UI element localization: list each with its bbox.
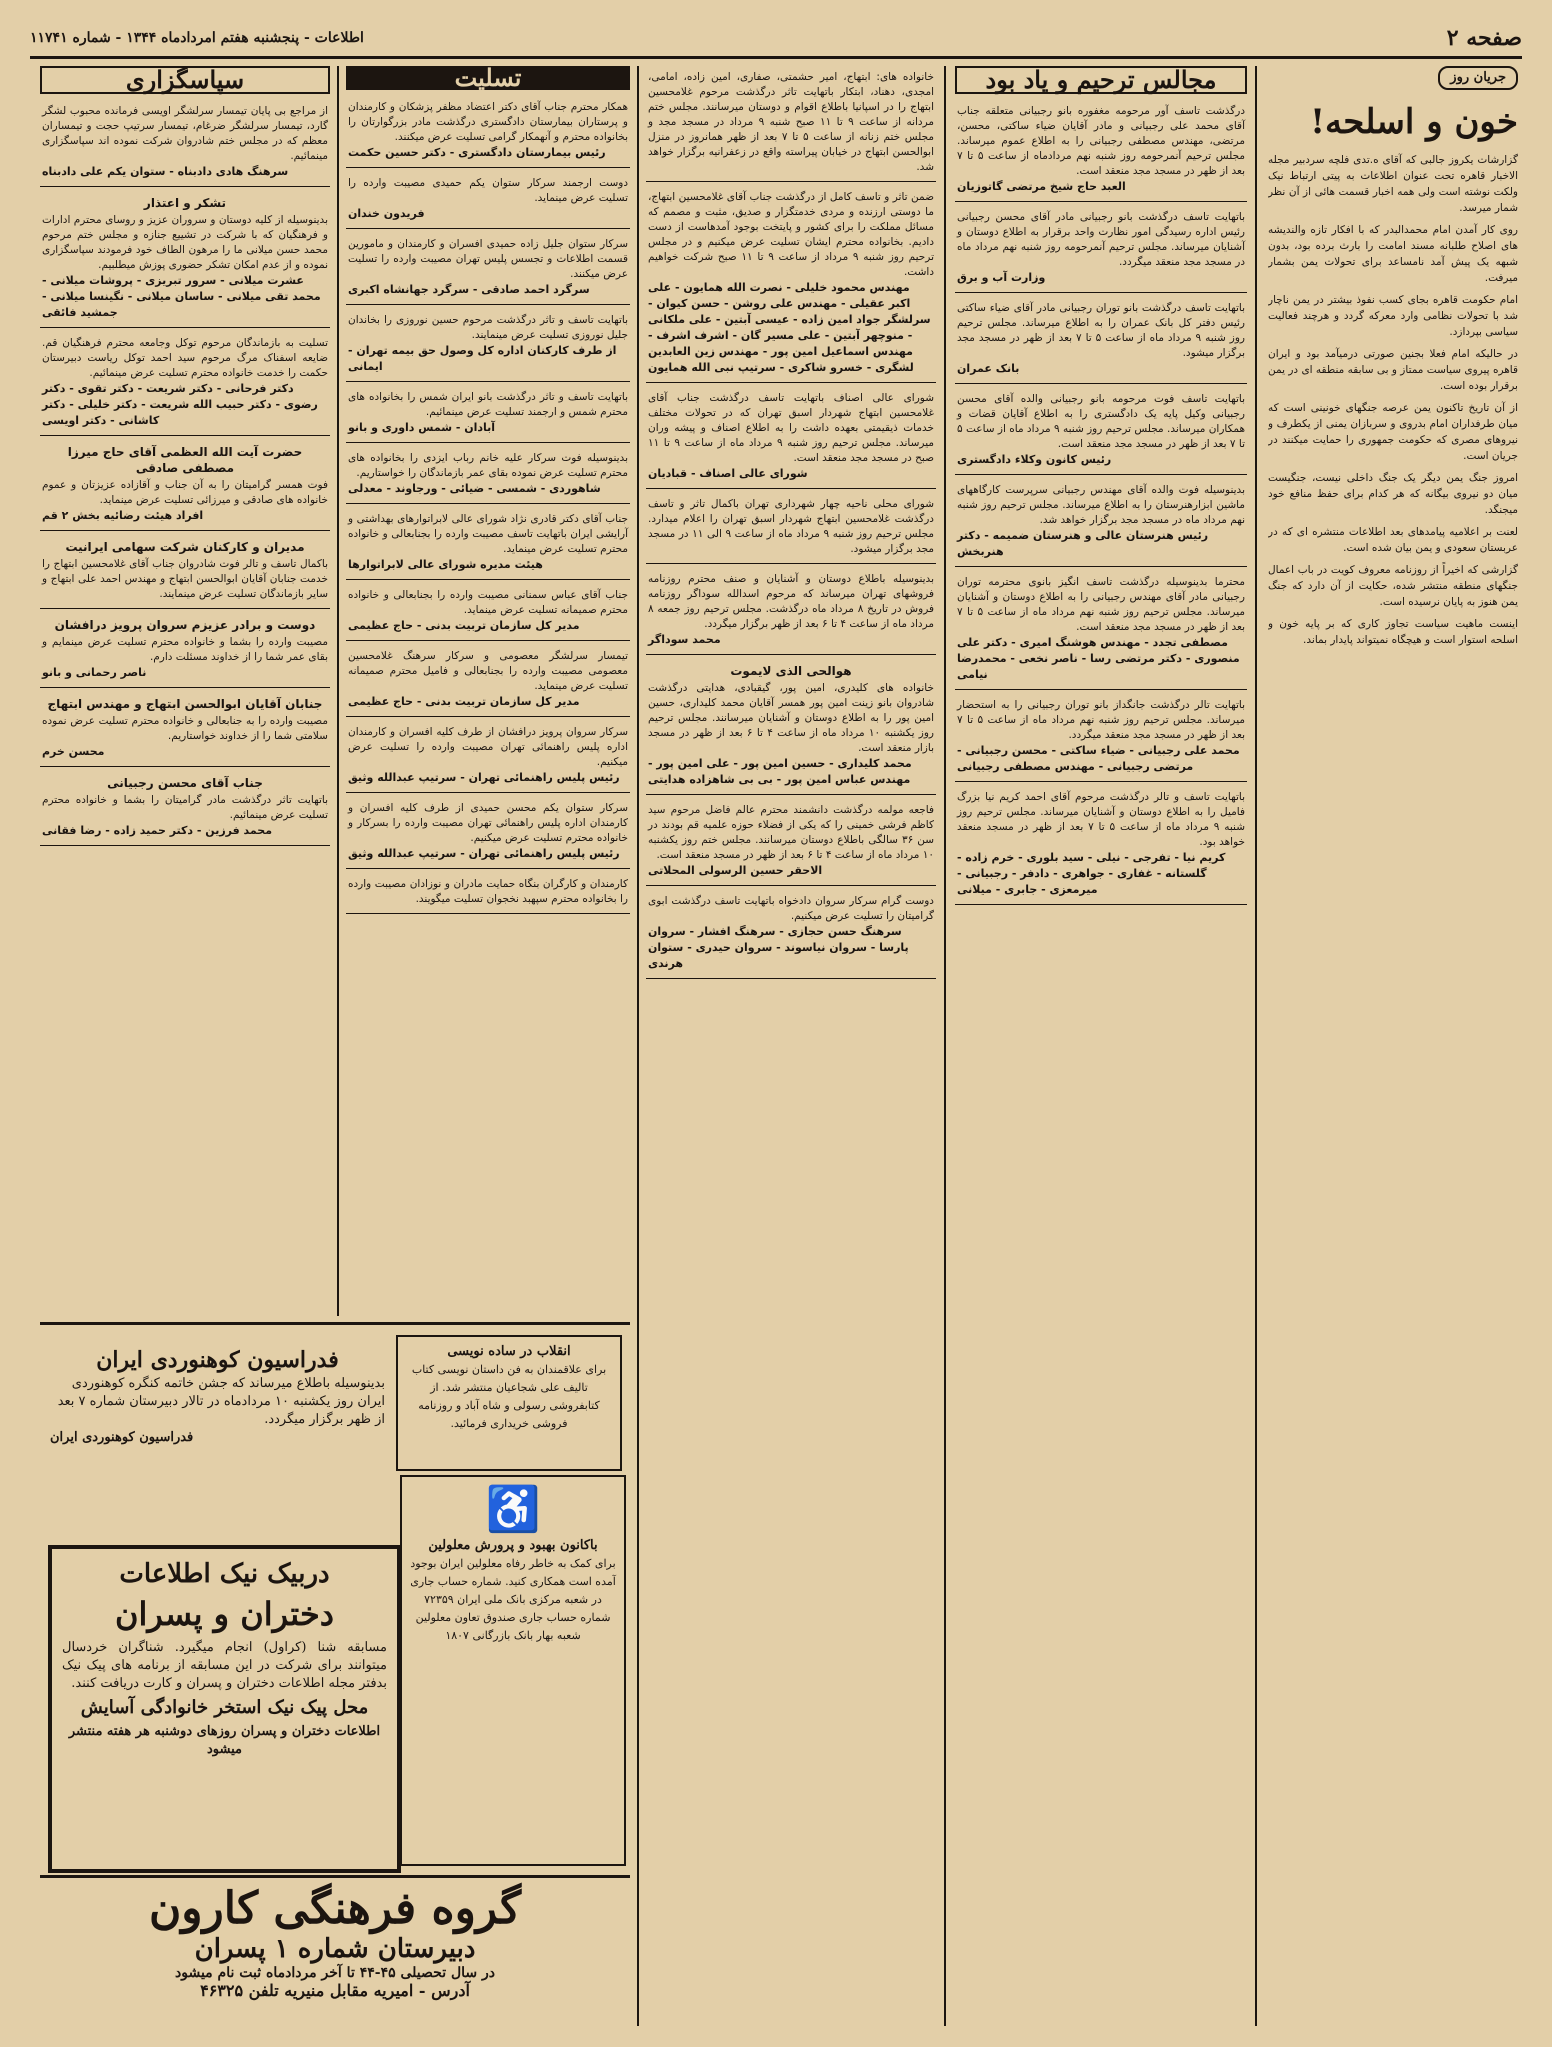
editorial-paragraph: روی کار آمدن امام محمدالبدر که با افکار تازه والندیشه های اصلاح طلبانه مسند امامت را بارث برده بود، بدون شبهه یک پیش آمد نامساعد برای تحولات یمن بشمار میرفت. bbox=[1268, 224, 1518, 284]
notice-signature: آبادان - شمس داوری و بانو bbox=[348, 421, 496, 434]
ad-body: مسابقه شنا (کراول) انجام میگیرد. شناگران خردسال میتوانند برای شرکت در این مسابقه از برنامه های پیک نیک بدفتر مجله اطلاعات دختران و پسران و کارت دریافت کنند. bbox=[62, 1640, 387, 1691]
notice bbox=[346, 797, 630, 869]
notice-list bbox=[346, 96, 630, 914]
notice-body: کارمندان و کارگران بنگاه حمایت مادران و نوزادان مصیبت وارده را بخانواده محترم سپهبد نخجوان تسلیت میگویند. bbox=[348, 878, 628, 905]
notice-signature: رئیس هنرستان عالی و هنرستان ضمیمه - دکتر هنربخش bbox=[957, 529, 1209, 558]
memorial-banner: مجالس ترحیم و یاد بود bbox=[955, 66, 1247, 94]
notice-body: سرکار سروان پرویز درافشان از طرف کلیه افسران و کارمندان اداره پلیس راهنمائی تهران مصیبت وارده را تسلیت عرض میکنیم. bbox=[348, 726, 628, 768]
notice-signature: بانک عمران bbox=[957, 362, 1020, 375]
notice-signature: سرهنگ حسن حجازی - سرهنگ افشار - سروان پارسا - سروان نیاسوند - سروان حیدری - ستوان هرندی bbox=[648, 925, 909, 970]
notice-signature: الاحقر حسین الرسولی المحلاتی bbox=[648, 864, 823, 877]
notice-body: جناب آقای دکتر قادری نژاد شورای عالی لابراتوارهای بهداشتی و آرایشی ایران باتهایت تاسف مصیبت وارده را بجنابعالی و خانواده محترم تسلیت عرض مینماید. bbox=[348, 513, 628, 555]
notice-signature: العبد حاج شیخ مرتضی گاتوزیان bbox=[957, 180, 1126, 193]
notice-title: هوالحی الذی لایموت bbox=[730, 664, 852, 678]
page-header bbox=[30, 20, 1522, 59]
editorial-paragraph: گزارشات یکروز جالبی که آقای ه.تدی فلچه سردبیر مجله الاخبار قاهره تحت عنوان اطلاعات به پیتی ارتباط نیک ولکت نوشته است ولی همه اخبار قسمت هائی از آن نظر شمار میرسد. bbox=[1268, 154, 1518, 214]
notice-body: شورای عالی اصناف باتهایت تاسف درگذشت جناب آقای غلامحسین ابتهاج شهردار اسبق تهران که در تحولات مختلف خدمات ذیقیمتی بعهده داشت را به اطلاع اصناف و پیشه وران میرساند. مجلس ترحیم روز شنبه ۹ مرداد ماه از ساعت ۹ تا ۱۱ صبح در مسجد مجد منعقد است. bbox=[648, 392, 935, 464]
ad-title: گروه فرهنگی کارون bbox=[148, 1883, 522, 1934]
notice bbox=[40, 440, 330, 531]
notice-title: جناب آقای محسن رجبیانی bbox=[107, 776, 263, 790]
notice-title: حضرت آیت الله العظمی آقای حاج میرزا مصطفی صادقی bbox=[67, 445, 303, 475]
notice-body: فوت همسر گرامیتان را به آن جناب و آقازاده عزیزتان و عموم خانواده های صادقی و میرزائی تسلیت عرض مینماید. bbox=[42, 479, 328, 506]
behbood-ad bbox=[400, 1475, 626, 1866]
notice-signature: فریدون خندان bbox=[348, 207, 425, 220]
notice-body: باتهایت تاسف درگذشت بانو توران رجبیانی مادر آقای ضیاء ساکتی رئیس دفتر کل بانک عمران را به اطلاع میرساند. مجلس ترحیم روز شنبه ۹ مرداد ماه از ساعت ۵ تا ۷ بعد از ظهر در مسجد مجد برگزار میشود. bbox=[957, 302, 1245, 359]
notice-body: بدینوسیله فوت سرکار علیه خانم رباب ایزدی را بخانواده های محترم تسلیت عرض نموده بقای عمر بازماندگان را خواستاریم. bbox=[348, 452, 628, 479]
notice bbox=[646, 387, 936, 489]
notice bbox=[646, 568, 936, 655]
notice-body: بدینوسیله فوت والده آقای مهندس رجبیانی سرپرست کارگاههای ماشین ابزارهنرستان را به اطلاع میرساند. مجلس ترحیم روز شنبه نهم مرداد ماه در مسجد مجد برگزار خواهد شد. bbox=[957, 484, 1245, 526]
notice-signature: ناصر رحمانی و بانو bbox=[42, 666, 147, 679]
notice bbox=[346, 309, 630, 382]
karoon-ad bbox=[40, 1875, 630, 2044]
notice bbox=[346, 96, 630, 168]
notice bbox=[40, 771, 330, 846]
ad-subtitle: دختران و پسران bbox=[115, 1595, 334, 1633]
notice-body: مصیبت وارده را بشما و خانواده محترم تسلیت عرض مینمایم و بقای عمر شما را از خداوند مسئلت دارم. bbox=[42, 636, 328, 663]
notice-body: از مراجع بی پایان تیمسار سرلشگر اویسی فرمانده محبوب لشگر گارد، تیمسار سرلشگر ضرغام، تیمسار سرتیپ حجت و تیمساران معظم که در مجلس ختم شادروان شرکت نموده اند سپاسگزاری مینمائیم. bbox=[42, 105, 328, 162]
enqelab-ad bbox=[396, 1335, 622, 1471]
notice-signature: دکتر فرحانی - دکتر شریعت - دکتر تقوی - دکتر رضوی - دکتر حبیب الله شریعت - دکتر خلیلی - دکتر کاشانی - دکتر اویسی bbox=[42, 382, 318, 427]
notice-body: سرکار ستوان یکم محسن حمیدی از طرف کلیه افسران و کارمندان اداره پلیس راهنمائی تهران مصیبت وارده را بسرکار و خانواده محترم تسلیت عرض میکنیم. bbox=[348, 802, 628, 844]
memorial-column-2 bbox=[646, 66, 936, 2026]
notice-body: باتهایت تاسف و تاثر درگذشت مرحوم حسین نوروزی را بخاندان جلیل نوروزی تسلیت عرض مینمایند. bbox=[348, 314, 628, 341]
notice bbox=[346, 873, 630, 914]
notice bbox=[40, 332, 330, 436]
thanks-banner: سپاسگزاری bbox=[40, 66, 330, 94]
notice bbox=[955, 100, 1247, 202]
notice-signature: محمد فرزین - دکتر حمید زاده - رضا فقانی bbox=[42, 824, 273, 837]
notice bbox=[955, 388, 1247, 475]
notice-signature: مدیر کل سازمان تربیت بدنی - حاج عظیمی bbox=[348, 619, 580, 632]
editorial-paragraph: از آن تاریخ تاکنون یمن عرصه جنگهای خونینی است که میان طرفداران امام بدروی و سربازان یمنی از یکطرف و نیروهای مصری که حکومت جمهوری را حمایت میکنند در جریان است. bbox=[1268, 402, 1518, 462]
notice-title: مدیران و کارکنان شرکت سهامی ایرانیت bbox=[65, 540, 305, 554]
ad-title: فدراسیون کوهنوردی ایران bbox=[96, 1347, 339, 1373]
notice-signature: مصطفی تجدد - مهندس هوشنگ امیری - دکتر علی منصوری - دکتر مرتضی رسا - ناصر نخعی - محمدرضا نیامی bbox=[957, 636, 1240, 681]
thanks-column bbox=[40, 66, 330, 1306]
notice-body: محترما بدینوسیله درگذشت تاسف انگیز بانوی محترمه توران رجبیانی مادر آقای مهندس رجبیانی را به اطلاع دوستان و آشنایان میرساند. مجلس ترحیم روز شنبه نهم مرداد ماه از ساعت ۵ تا ۷ بعد از ظهر در مسجد مجد منعقد است. bbox=[957, 576, 1245, 633]
condolence-column bbox=[346, 66, 630, 1306]
notice bbox=[40, 535, 330, 609]
editorial-paragraph: در حالیکه امام فعلا بجنین صورتی درمیآمد بود و ایران قاهره پیروی سیاست ممتاز و بی سابقه منطقه ای در یمن برقرار بوده است. bbox=[1268, 348, 1518, 392]
ad-body: برای علاقمندان به فن داستان نویسی کتاب تالیف علی شجاعیان منتشر شد. از کتابفروشی رسولی و شاه آباد و روزنامه فروشی خریداری فرمائید. bbox=[411, 1363, 607, 1430]
notice-title: تشکر و اعتذار bbox=[143, 196, 227, 210]
issue-line: اطلاعات - پنجشنبه هفتم امردادماه ۱۳۴۴ - شماره ۱۱۷۴۱ bbox=[30, 30, 364, 46]
notice-signature: از طرف کارکنان اداره کل وصول حق بیمه تهران - ایمانی bbox=[348, 344, 617, 373]
condolence-banner: تسلیت bbox=[346, 66, 630, 90]
notice bbox=[646, 66, 936, 182]
notice-signature: رئیس بیمارستان دادگستری - دکتر حسین حکمت bbox=[348, 146, 606, 159]
page-number: صفحه ۲ bbox=[1446, 25, 1522, 51]
editorial-paragraph: اینست ماهیت سیاست تجاوز کاری که بر پایه خون و اسلحه استوار است و هیچگاه نمیتواند پایدار بماند. bbox=[1268, 618, 1518, 646]
notice-signature: وزارت آب و برق bbox=[957, 271, 1046, 284]
notice-signature: سرگرد احمد صادقی - سرگرد جهانشاه اکبری bbox=[348, 283, 590, 296]
ad-body: در سال تحصیلی ۴۵-۴۴ تا آخر مردادماه ثبت نام میشود bbox=[174, 1965, 496, 1981]
notice-signature: سرهنگ هادی دادبناه - ستوان یکم علی دادبناه bbox=[42, 165, 289, 178]
ad-title: باکانون بهبود و پرورش معلولین bbox=[428, 1538, 598, 1553]
column-rule bbox=[1255, 66, 1257, 2026]
editorial-column bbox=[1268, 66, 1518, 2026]
ad-title: انقلاب در ساده نویسی bbox=[447, 1344, 571, 1359]
notice bbox=[346, 172, 630, 229]
notice-signature: هیئت مدیره شورای عالی لابراتوارها bbox=[348, 558, 543, 571]
editorial-headline: خون و اسلحه! bbox=[1310, 102, 1518, 142]
notice bbox=[346, 584, 630, 641]
kohnavardi-ad bbox=[40, 1335, 395, 1515]
notice bbox=[646, 799, 936, 886]
notice-signature: رئیس کانون وکلاء دادگستری bbox=[957, 453, 1112, 466]
notice bbox=[346, 508, 630, 580]
notice-list bbox=[955, 100, 1247, 905]
notice bbox=[955, 571, 1247, 690]
notice-signature: محمد سوداگر bbox=[648, 633, 721, 646]
notice-signature: مدیر کل سازمان تربیت بدنی - حاج عظیمی bbox=[348, 695, 580, 708]
notice-body: شورای محلی ناحیه چهار شهرداری تهران باکمال تاثر و تاسف درگذشت غلامحسین ابتهاج شهردار اسبق تهران را اعلام میدارد. مجلس ترحیم روز شنبه ۹ مرداد ماه از ساعت ۹ الی ۱۱ در مسجد مجد برگزار میشود. bbox=[648, 498, 935, 555]
notice bbox=[646, 493, 936, 564]
editorial-paragraph: گزارشی که اخیراً از روزنامه معروف کویت در باب اعمال جنگهای منطقه منتشر شده، حکایت از آن دارد که جنگ یمن هنوز به پایان نرسیده است. bbox=[1268, 564, 1518, 608]
notice-list bbox=[646, 66, 936, 979]
notice-body: باتهایت تالر درگذشت جانگداز بانو توران رجبیانی را به استحضار میرساند. مجلس ترحیم روز شنبه نهم مرداد ماه از ساعت ۵ تا ۷ بعد از ظهر در مسجد مجد منعقد میگردد. bbox=[957, 699, 1245, 741]
notice-body: باتهایت تاسف و تالر درگذشت مرحوم آقای احمد کریم نیا بزرگ فامیل را به اطلاع دوستان و آشنایان میرساند. مجلس ترحیم روز شنبه ۹ مرداد ماه از ساعت ۵ تا ۷ بعد از ظهر در مسجد منعقد خواهد بود. bbox=[957, 791, 1246, 848]
notice-body: دوست گرام سرکار سروان دادخواه باتهایت تاسف درگذشت ابوی گرامیتان را تسلیت عرض میکنیم. bbox=[648, 895, 934, 922]
notice bbox=[346, 447, 630, 504]
notice-signature: محمد کلیداری - حسین امین پور - علی امین پور - مهندس عباس امین پور - بی بی شاهزاده هدایتی bbox=[648, 757, 912, 786]
notice-body: تسلیت به بازماندگان مرحوم توکل وجامعه محترم فرهنگیان قم. ضایعه اسفناک مرگ مرحوم سید احمد توکل ریاست دبیرستان حکمت را خدمت خانواده محترم تسلیت عرض مینمائیم. bbox=[42, 337, 328, 379]
ad-address: آدرس - امیریه مقابل منیریه تلفن ۴۶۳۲۵ bbox=[200, 1981, 470, 2000]
notice-signature: مهندس محمود خلیلی - نصرت الله همایون - علی اکبر عقیلی - مهندس علی روشن - حسن کیوان - سرلشگر جواد امین زاده - عیسی آبتین - علی ملکانی - منوچهر آبتین - علی مسیر گان - اشرف اشرف - مهندس اسماعیل امین پور - مهندس زین العابدین لشگری - خسرو شاکری - سرتیپ نبی الله همایون bbox=[648, 281, 931, 374]
notice bbox=[346, 386, 630, 443]
notice-body: خانواده های کلیدری، امین پور، گیقبادی، هدایتی درگذشت شادروان بانو زینت امین پور همسر آقایان محمد کلیداری، حسین امین پور را به اطلاع دوستان و آشنایان میرسانند. مجلس ترحیم روز یکشنبه ۱۰ مرداد ماه از ساعت ۴ تا ۶ بعد از ظهر در مسجد بازار منعقد است. bbox=[648, 682, 934, 754]
notice-signature: کریم نیا - تفرجی - نیلی - سید بلوری - خرم زاده - گلستانه - غفاری - جواهری - دادفر - رجبیانی - میرمعزی - جابری - میلانی bbox=[957, 851, 1226, 896]
notice bbox=[346, 645, 630, 717]
notice-body: باتهایت تاثر درگذشت مادر گرامیتان را بشما و خانواده محترم تسلیت عرض مینمائیم. bbox=[42, 794, 328, 821]
notice-body: بدینوسیله باطلاع دوستان و آشنایان و صنف محترم روزنامه فروشهای تهران میرساند که مرحوم اسدالله سوداگر روزنامه فروش در تاریخ ۸ مرداد ماه درگذشت. مجلس ترحیم روز جمعه ۸ مرداد ماه از ساعت ۴ تا ۶ بعد از ظهر برگزار میگردد. bbox=[648, 573, 935, 630]
notice-body: بدینوسیله از کلیه دوستان و سروران عزیز و روسای محترم ادارات و فرهنگیان که با شرکت در تشییع جنازه و مجلس ختم مرحوم محمد حسن میلانی ما را مرهون الطاف خود فرمودند سپاسگزاری نموده و از عدم امکان تشکر حضوری پوزش میطلبیم. bbox=[42, 214, 328, 271]
ad-footer: اطلاعات دختران و پسران روزهای دوشنبه هر هفته منتشر میشود bbox=[68, 1724, 381, 1757]
notice-body: همکار محترم جناب آقای دکتر اعتضاد مظفر پزشکان و کارمندان و پرستاران بیمارستان دادگستری درگذشت مادر بزرگوارتان را بخانواده محترم و آنهمکار گرامی تسلیت عرض میکنند. bbox=[348, 101, 628, 143]
notice bbox=[955, 206, 1247, 293]
notice bbox=[955, 694, 1247, 782]
notice-signature: رئیس پلیس راهنمائی تهران - سرتیپ عبدالله وثیق bbox=[348, 847, 620, 860]
ad-subtitle: دبیرستان شماره ۱ پسران bbox=[194, 1934, 476, 1964]
ad-sign: فدراسیون کوهنوردی ایران bbox=[50, 1430, 194, 1445]
ads-top-rule bbox=[40, 1322, 630, 1325]
editorial-paragraph: لعنت بر اعلامیه پیامدهای بعد اطلاعات منتشره ای که در عربستان سعودی و یمن بیان شده است. bbox=[1268, 526, 1518, 554]
section-tag: جریان روز bbox=[1438, 66, 1518, 90]
editorial-paragraph: امام حکومت قاهره بجای کسب نفوذ بیشتر در یمن ناچار شد با تحولات نظامی وارد معرکه گردد و هرچند فعالیت سیاسی بپردازد. bbox=[1268, 294, 1518, 338]
notice-title: جنابان آقایان ابوالحسن ابتهاج و مهندس ابتهاج bbox=[47, 697, 323, 711]
ad-location: محل پیک نیک استخر خانوادگی آسایش bbox=[80, 1697, 369, 1718]
notice bbox=[646, 186, 936, 383]
notice-body: ضمن تاثر و تاسف کامل از درگذشت جناب آقای غلامحسین ابتهاج، ما دوستی ارزنده و مردی خدمتگزار و صدیق، مثبت و مصمم که مسائل مملکت را برای کشور و پایتخت بوجود آمدهاست از دست دادیم. بخانواده محترم ایشان تسلیت عرض میکنیم و در مجلس ترحیم روز شنبه ۹ مرداد از ساعت ۹ تا ۱۱ صبح شرکت خواهیم داشت. bbox=[648, 191, 935, 278]
notice-body: خانواده های: ابتهاج، امیر حشمتی، صفاری، امین زاده، امامی، امجدی، دهناد، ابتکار باتهایت تاثر درگذشت مرحوم غلامحسین ابتهاج را در اسپانیا باطلاع اقوام و دوستان میرسانند. مجلس ختم مردانه از ساعت ۹ تا ۱۱ صبح شنبه ۹ مرداد در مسجد مجد و مجلس ختم زنانه از ساعت ۵ تا ۷ بعد از ظهر همانروز در منزل ابوالحسن ابتهاج در خیابان پیراسته واقع در زعفرانیه برگزار خواهد شد. bbox=[648, 71, 935, 173]
notice bbox=[346, 233, 630, 305]
ad-body: بدینوسیله باطلاع میرساند که جشن خاتمه کنگره کوهنوردی ایران روز یکشنبه ۱۰ مردادماه در تالار دبیرستان شماره ۷ بعد از ظهر برگزار میگردد. bbox=[57, 1376, 385, 1427]
notice-body: جناب آقای عباس سمنانی مصیبت وارده را بجنابعالی و خانواده محترم صمیمانه تسلیت عرض مینماید. bbox=[348, 589, 628, 616]
notice-body: دوست ارجمند سرکار ستوان یکم حمیدی مصیبت وارده را تسلیت عرض مینماید. bbox=[348, 177, 628, 204]
notice bbox=[955, 479, 1247, 567]
notice-body: باتهایت تاسف و تاثر درگذشت بانو ایران شمس را بخانواده های محترم شمس و ارجمند تسلیت عرض مینمائیم. bbox=[348, 391, 628, 418]
notice-body: فاجعه مولمه درگذشت دانشمند محترم عالم فاضل مرحوم سید کاظم فرشی خمینی را که یکی از فضلاء حوزه علمیه قم بودند در سن ۳۶ سالگی باطلاع دوستان میرسانند. مجلس ختم روز یکشنبه ۱۰ مرداد ماه از ساعت ۴ تا ۶ بعد از ظهر در مسجد منعقد است. bbox=[648, 804, 934, 861]
notice-body: درگذشت تاسف آور مرحومه مغفوره بانو رجبیانی متعلقه جناب آقای محمد علی رجبیانی و مادر آقایان ضیاء ساکتی، محسن، مرتضی، مهندس مصطفی رجبیانی را به اطلاع عموم میرساند. مجلس ترحیم آنمرحومه روز شنبه نهم مردادماه از ساعت ۵ تا ۷ بعد از ظهر در مسجد مجد منعقد است. bbox=[957, 105, 1246, 177]
notice bbox=[40, 191, 330, 328]
notice-signature: شورای عالی اصناف - قبادیان bbox=[648, 467, 808, 480]
notice-signature: محسن خرم bbox=[42, 745, 105, 758]
notice-signature: افراد هیئت رضائیه بخش ۲ قم bbox=[42, 509, 204, 522]
editorial-paragraph: امروز جنگ یمن دیگر یک جنگ داخلی نیست، جنگیست میان دو نیروی بیگانه که هر کدام برای حفظ منافع خود میجنگد. bbox=[1268, 472, 1518, 516]
column-rule bbox=[944, 66, 946, 2026]
memorial-column-1 bbox=[955, 66, 1247, 2026]
notice bbox=[40, 613, 330, 688]
notice bbox=[40, 100, 330, 187]
column-rule bbox=[637, 66, 639, 2026]
notice bbox=[346, 721, 630, 793]
notice-signature: رئیس پلیس راهنمائی تهران - سرتیپ عبدالله وثیق bbox=[348, 771, 620, 784]
notice-body: باتهایت تاسف درگذشت بانو رجبیانی مادر آقای محسن رجبیانی رئیس اداره رسیدگی امور نظارت واحد برقرار به اطلاع دوستان و آشنایان میرساند. مجلس ترحیم آنمرحومه روز شنبه نهم مرداد ماه در مسجد مجد منعقد میگردد. bbox=[957, 211, 1245, 268]
notice bbox=[646, 659, 936, 795]
notice-signature: عشرت میلانی - سرور تبریزی - پروشات میلانی - محمد تقی میلانی - ساسان میلانی - نگینسا میلانی - جمشید فائقی bbox=[42, 274, 321, 319]
notice bbox=[646, 890, 936, 979]
notice-signature: شاهوردی - شمسی - ضیائی - ورجاوند - معدلی bbox=[348, 482, 601, 495]
notice-body: باتهایت تاسف فوت مرحومه بانو رجبیانی والده آقای محسن رجبیانی وکیل پایه یک دادگستری را به اطلاع آقایان قضات و همکاران میرساند. مجلس ترحیم روز شنبه ۹ مرداد ماه از ساعت ۵ تا ۷ بعد از ظهر در مسجد مجد منعقد است. bbox=[957, 393, 1245, 450]
ad-title: دربیک نیک اطلاعات bbox=[119, 1559, 330, 1589]
notice-body: سرکار ستوان جلیل زاده حمیدی افسران و کارمندان و مامورین قسمت اطلاعات و تجسس پلیس تهران مصیبت وارده را تسلیت عرض میکنند. bbox=[348, 238, 628, 280]
column-rule bbox=[337, 66, 339, 1316]
notice-list bbox=[40, 100, 330, 846]
notice-body: تیمسار سرلشگر معصومی و سرکار سرهنگ غلامحسین معصومی مصیبت وارده را بجنابعالی و فامیل محترم صمیمانه تسلیت عرض مینماید. bbox=[348, 650, 628, 692]
notice-title: دوست و برادر عزیزم سروان پرویز درافشان bbox=[54, 618, 316, 632]
notice-body: مصیبت وارده را به جنابعالی و خانواده محترم تسلیت عرض نموده سلامتی شما را از خداوند خواستاریم. bbox=[42, 715, 328, 742]
notice bbox=[955, 297, 1247, 384]
notice-body: باکمال تاسف و تالر فوت شادروان جناب آقای غلامحسین ابتهاج را خدمت جنابان آقایان ابوالحسن ابتهاج و مهندس احمد علی ابتهاج و سایر بازماندگان تسلیت عرض مینمایند. bbox=[42, 558, 328, 600]
ad-body: برای کمک به خاطر رفاه معلولین ایران بوجود آمده است همکاری کنید. شماره حساب جاری در شعبه مرکزی بانک ملی ایران ۷۲۳۵۹ شماره حساب جاری صندوق تعاون معلولین شعبه بهار بانک بازرگانی ۱۸۰۷ bbox=[410, 1557, 616, 1642]
notice bbox=[955, 786, 1247, 905]
notice bbox=[40, 692, 330, 767]
ettelaat-picnic-ad bbox=[48, 1545, 401, 1873]
notice-signature: محمد علی رجبیانی - ضیاء ساکتی - محسن رجبیانی - مرتضی رجبیانی - مهندس مصطفی رجبیانی bbox=[957, 744, 1240, 773]
wheelchair-icon: ♿ bbox=[485, 1484, 541, 1535]
